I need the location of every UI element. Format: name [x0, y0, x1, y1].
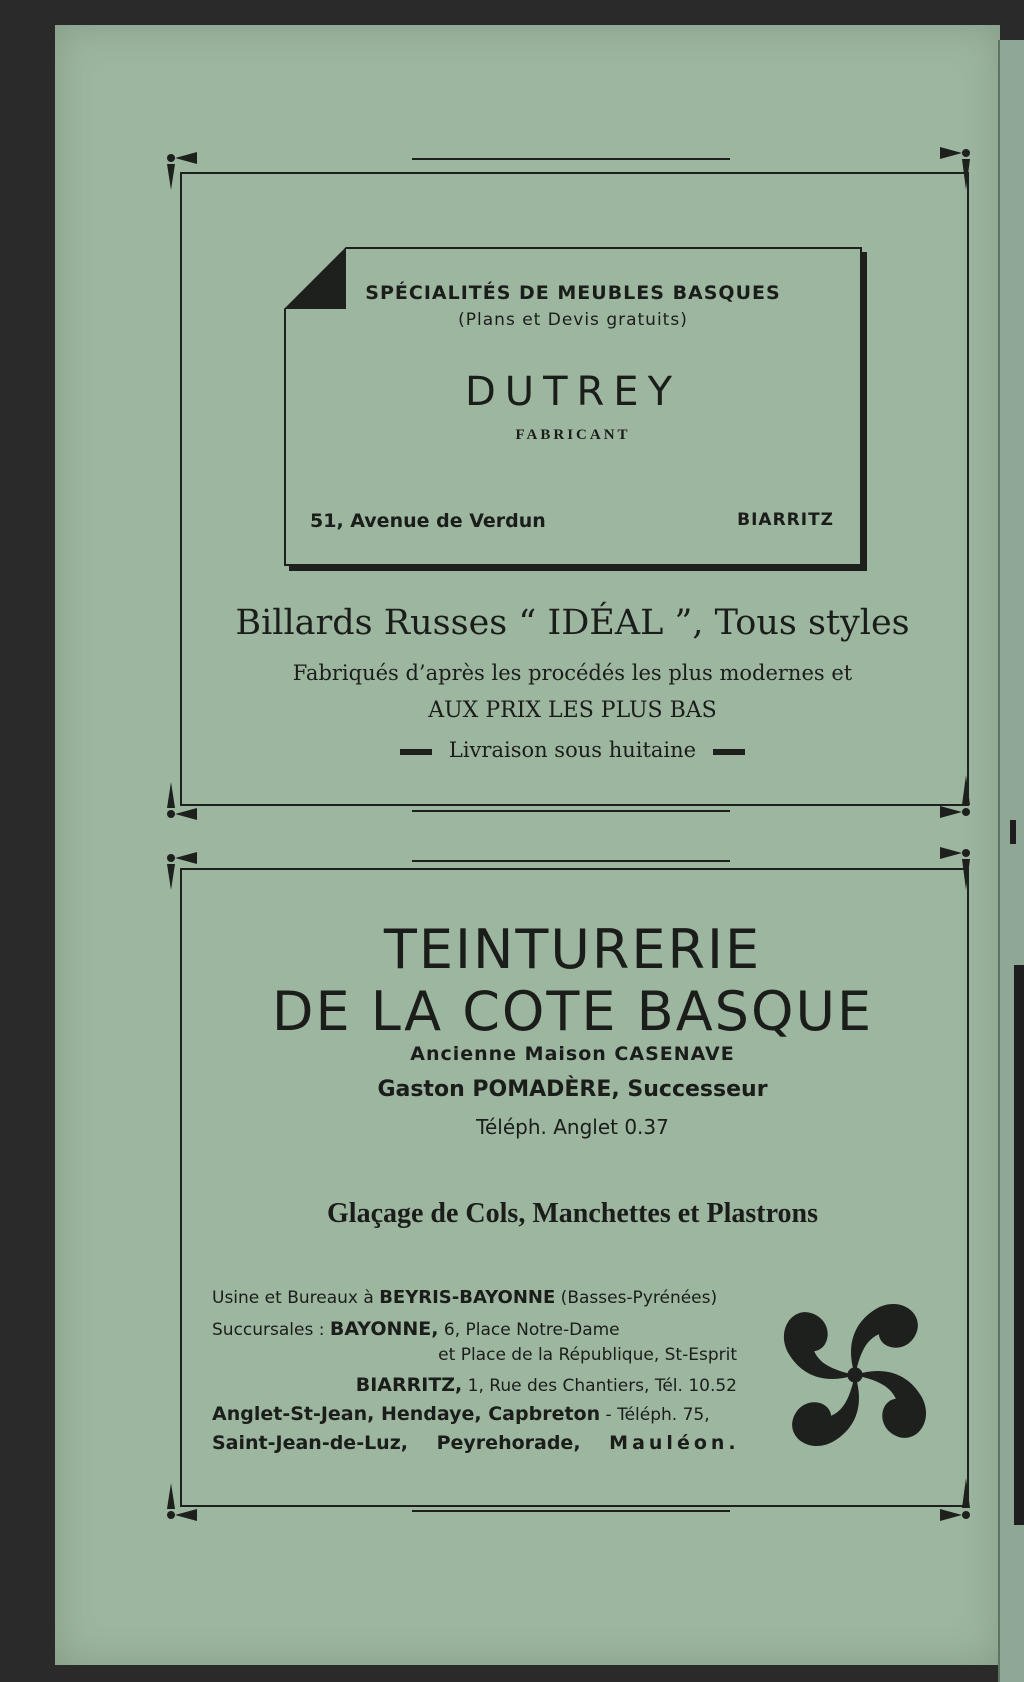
card-quote-note: (Plans et Devis gratuits) [458, 310, 688, 330]
ad2-usine-line [212, 1287, 717, 1308]
ad2-former-house: Ancienne Maison CASENAVE [410, 1043, 735, 1065]
ad2-corner-ornament-bl [165, 1483, 197, 1515]
towns2-c: Mauléon. [609, 1432, 740, 1454]
succ-city: BAYONNE, [329, 1318, 439, 1340]
card-specialty: SPÉCIALITÉS DE MEUBLES BASQUES [365, 282, 781, 304]
ad1-corner-ornament-tr [940, 145, 972, 177]
ad1-corner-ornament-tl [165, 150, 197, 182]
ad2-corner-ornament-tl [165, 850, 197, 882]
business-card [284, 247, 862, 566]
ad2-corner-ornament-br [940, 1478, 972, 1510]
ad1-bottom-rule [412, 810, 730, 812]
succ-prefix: Succursales : [212, 1320, 330, 1340]
biarritz-addr: 1, Rue des Chantiers, Tél. 10.52 [462, 1376, 737, 1396]
ad1-headline: Billards Russes “ IDÉAL ”, Tous styles [235, 603, 910, 643]
towns1-phone: - Téléph. 75, [600, 1405, 710, 1425]
towns1: Anglet-St-Jean, Hendaye, Capbreton [212, 1403, 601, 1425]
ad1-line1: Fabriqués d’après les procédés les plus modernes et [292, 661, 853, 685]
edge-mark [1010, 820, 1016, 844]
usine-region: (Basses-Pyrénées) [555, 1288, 718, 1308]
lauburu-basque-cross-icon [770, 1290, 940, 1460]
usine-place: BEYRIS-BAYONNE [379, 1287, 556, 1308]
delivery-dash-left [400, 749, 432, 755]
ad2-title-line2: DE LA COTE BASQUE [271, 980, 874, 1043]
ad2-top-rule [412, 860, 730, 862]
succ-addr: 6, Place Notre-Dame [438, 1320, 620, 1340]
ad2-successor: Gaston POMADÈRE, Successeur [377, 1077, 768, 1102]
ad2-biarritz-line [356, 1374, 737, 1396]
ad2-succursales-line [212, 1318, 620, 1340]
towns2-b: Peyrehorade, [436, 1432, 581, 1454]
towns2-a: Saint-Jean-de-Luz, [212, 1432, 408, 1454]
ad2-service: Glaçage de Cols, Manchettes et Plastrons [327, 1198, 818, 1229]
ad2-corner-ornament-tr [940, 845, 972, 877]
card-address: 51, Avenue de Verdun [310, 510, 546, 532]
ad1-corner-ornament-bl [165, 782, 197, 814]
ad1-corner-ornament-br [940, 775, 972, 807]
delivery-dash-right [713, 749, 745, 755]
ad2-bottom-rule [412, 1510, 730, 1512]
adjacent-page-edge [998, 40, 1024, 1682]
ad1-line2: AUX PRIX LES PLUS BAS [428, 698, 717, 723]
ad1-delivery-line [180, 738, 965, 762]
card-role: FABRICANT [515, 427, 631, 443]
card-city: BIARRITZ [737, 510, 834, 530]
ad1-top-rule [412, 158, 730, 160]
ad1-delivery: Livraison sous huitaine [448, 738, 697, 762]
ad2-towns-line2 [212, 1432, 740, 1454]
ad2-towns-line1 [212, 1403, 710, 1425]
edge-bar [1014, 965, 1024, 1525]
ad2-phone: Téléph. Anglet 0.37 [476, 1115, 669, 1139]
ad2-succursales-addr2: et Place de la République, St-Esprit [438, 1345, 737, 1365]
ad2-title-line1: TEINTURERIE [383, 918, 762, 981]
card-name: DUTREY [464, 369, 681, 415]
biarritz-city: BIARRITZ, [355, 1374, 463, 1396]
usine-prefix: Usine et Bureaux à [212, 1288, 380, 1308]
